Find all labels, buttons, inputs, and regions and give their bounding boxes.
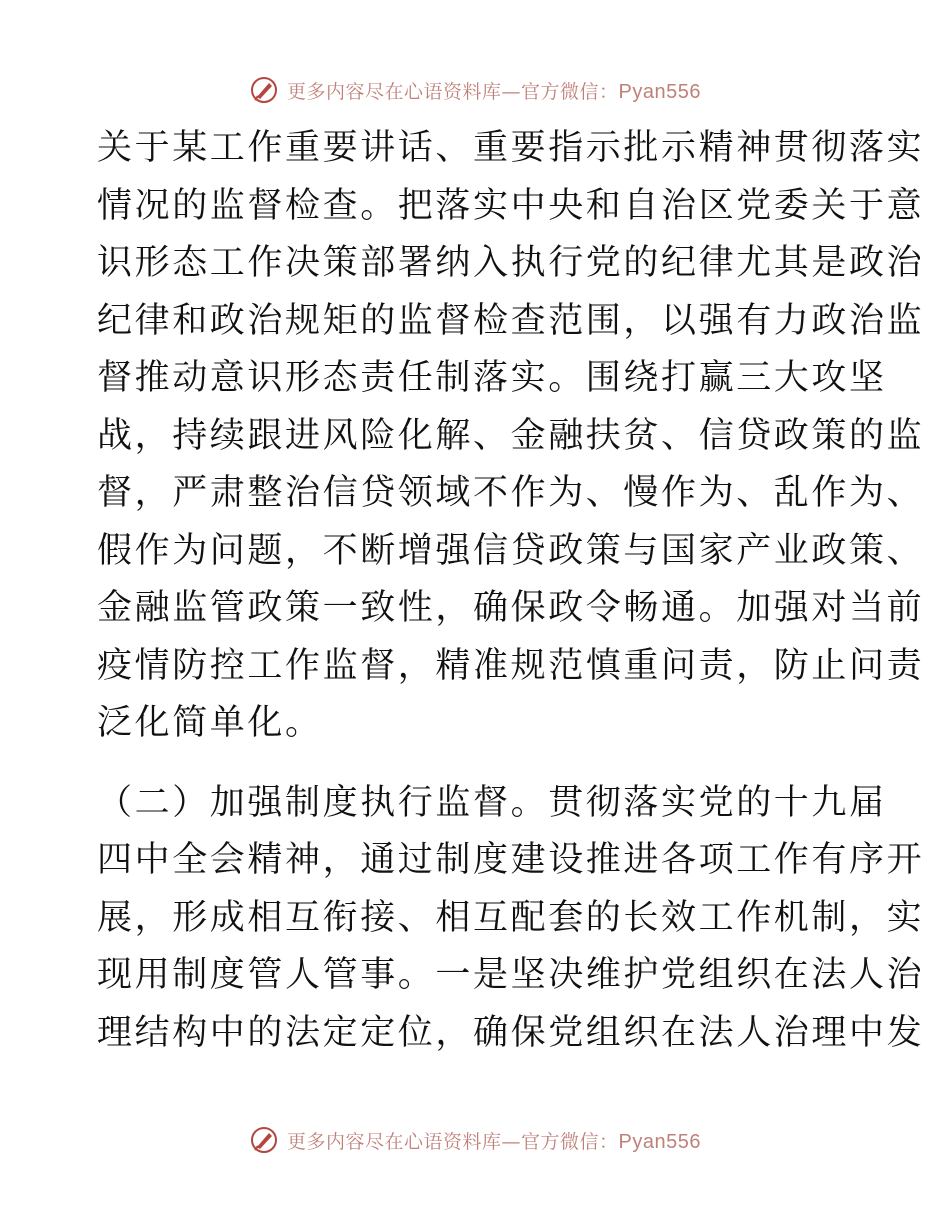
text-line: 金融监管政策一致性，确保政令畅通。加强对当前 <box>97 588 925 628</box>
footer-watermark <box>0 1120 950 1160</box>
quill-pen-logo-icon <box>249 1125 279 1155</box>
paragraph-1 <box>97 120 925 753</box>
text-line: 现用制度管人管事。一是坚决维护党组织在法人治 <box>97 955 925 995</box>
watermark-text: 更多内容尽在心语资料库—官方微信：Pyan556 <box>287 80 701 103</box>
text-line: 关于某工作重要讲话、重要指示批示精神贯彻落实 <box>97 128 925 168</box>
text-line: 督推动意识形态责任制落实。围绕打赢三大攻坚 <box>97 358 887 398</box>
text-line: 四中全会精神，通过制度建设推进各项工作有序开 <box>97 840 925 880</box>
text-line: 纪律和政治规矩的监督检查范围，以强有力政治监 <box>97 300 925 341</box>
paragraph-2 <box>97 775 925 1063</box>
text-line: 情况的监督检查。把落实中央和自治区党委关于意 <box>97 185 925 226</box>
document-body <box>97 120 925 1062</box>
text-line: （二）加强制度执行监督。贯彻落实党的十九届 <box>97 782 887 823</box>
text-line: 识形态工作决策部署纳入执行党的纪律尤其是政治 <box>97 243 925 283</box>
text-line: 理结构中的法定定位，确保党组织在法人治理中发 <box>97 1012 925 1053</box>
text-line: 战，持续跟进风险化解、金融扶贫、信贷政策的监 <box>97 415 925 456</box>
watermark-wechat-id: Pyan556 <box>618 1130 701 1153</box>
text-line: 假作为问题，不断增强信贷政策与国家产业政策、 <box>97 530 925 571</box>
watermark-text: 更多内容尽在心语资料库—官方微信：Pyan556 <box>287 1130 701 1153</box>
quill-pen-logo-icon <box>249 75 279 105</box>
header-watermark <box>0 70 950 110</box>
text-line: 展，形成相互衔接、相互配套的长效工作机制，实 <box>97 897 925 938</box>
text-line: 泛化简单化。 <box>97 703 323 743</box>
text-line: 督，严肃整治信贷领域不作为、慢作为、乱作为、 <box>97 473 925 513</box>
text-line: 疫情防控工作监督，精准规范慎重问责，防止问责 <box>97 645 925 686</box>
watermark-wechat-id: Pyan556 <box>618 80 701 103</box>
